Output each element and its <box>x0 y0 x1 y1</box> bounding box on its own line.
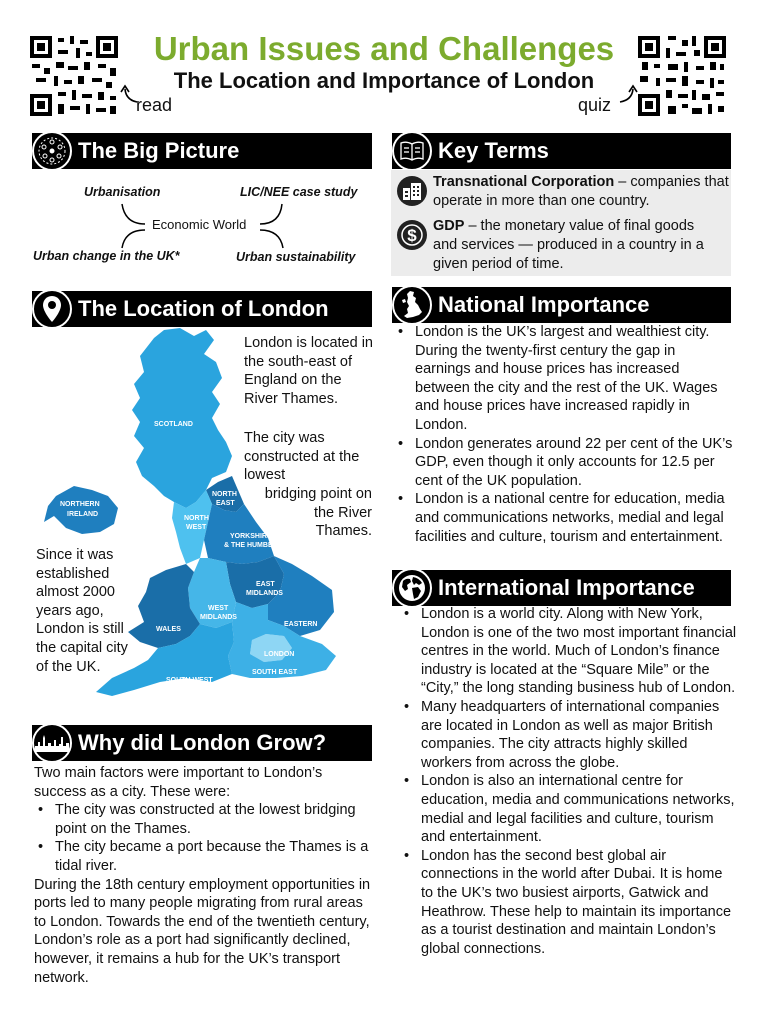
read-label: read <box>136 95 173 115</box>
bp-connectors <box>100 200 300 250</box>
bp-centre: Economic World <box>152 217 247 232</box>
grow-outro: During the 18th century employment opportunities in ports led to many people migrating from rural areas to London. Towards the end of the twentieth century, London’s role as a port had significantly declined, however, it remains a hub for the UK’s transport network. <box>34 876 371 986</box>
bp-item-urbanisation: Urbanisation <box>84 185 161 199</box>
key-term-gdp-def: – the monetary value of final goods and services — produced in a country in a given period of time. <box>433 218 704 272</box>
national-point: • London is the UK’s largest and wealthiest city. During the twenty-first century the gap in earnings and house prices has increased between the city and the rest of the UK. Wages and house prices have increased rapidly in London. <box>394 323 734 435</box>
label-east-midlands-1: EAST <box>256 581 275 588</box>
page-header <box>120 30 648 94</box>
label-north-east-2: EAST <box>216 500 235 507</box>
international-point: • Many headquarters of international companies are located in London as well as major British companies. The city attracts highly skilled workers from across the globe. <box>400 698 738 772</box>
national-point: • London is a national centre for education, media and communications networks, medial and legal facilities and culture, tourism and entertainment. <box>394 490 734 546</box>
location-heading-band <box>32 291 372 327</box>
key-terms-heading: Key Terms <box>438 138 549 163</box>
grow-intro: Two main factors were important to London’s success as a city. These were: <box>34 765 323 800</box>
globe-icon <box>392 568 432 608</box>
book-icon <box>392 131 432 171</box>
label-london: LONDON <box>264 651 295 658</box>
location-text-1: London is located in the south-east of England on the River Thames. <box>244 335 373 407</box>
label-north-east-1: NORTH <box>212 491 237 498</box>
map-region-northern-ireland <box>44 486 118 534</box>
label-north-west-1: NORTH <box>184 515 209 522</box>
map-region-wales <box>128 564 200 648</box>
label-northern-ireland-1: NORTHERN <box>60 501 100 508</box>
international-point: • London is a world city. Along with New York, London is one of the two most important financial centres in the world. Much of London’s finance industry is located at the “Square Mile” or the “City,” the long standing business hub of London. <box>400 605 738 698</box>
international-section <box>400 605 738 958</box>
international-heading-band <box>392 570 731 606</box>
label-eastern: EASTERN <box>284 621 318 628</box>
grow-point: • The city was constructed at the lowest bridging point on the Thames. <box>34 801 374 838</box>
bp-item-urban-sustainability: Urban sustainability <box>236 250 356 264</box>
grow-point: • The city became a port because the Thames is a tidal river. <box>34 838 374 875</box>
label-yorkshire-1: YORKSHIRE <box>230 533 272 540</box>
quiz-label: quiz <box>578 95 612 115</box>
uk-outline-icon <box>392 285 432 325</box>
bp-item-urban-change: Urban change in the UK* <box>33 249 180 263</box>
national-heading-band <box>392 287 731 323</box>
label-west-midlands-2: MIDLANDS <box>200 614 237 621</box>
label-west-midlands-1: WEST <box>208 605 229 612</box>
label-south-west: SOUTH WEST <box>166 677 213 684</box>
grow-heading-band <box>32 725 372 761</box>
label-northern-ireland-2: IRELAND <box>67 511 99 518</box>
location-text-3: Since it was established almost 2000 years ago, London is still the capital city of the UK. <box>36 547 128 675</box>
qr-code-quiz[interactable] <box>636 34 728 118</box>
international-heading: International Importance <box>438 575 695 600</box>
key-terms-heading-band <box>392 133 731 169</box>
key-term-tnc-def: – companies that operate in more than one country. <box>433 174 729 209</box>
page-subtitle: The Location and Importance of London <box>173 68 595 93</box>
dollar-icon <box>396 219 428 256</box>
grow-heading: Why did London Grow? <box>78 730 327 755</box>
key-term-tnc <box>433 173 729 211</box>
location-text-2b: bridging point on the River Thames. <box>264 486 372 540</box>
national-section <box>394 323 734 546</box>
location-text-2a: The city was constructed at the lowest <box>244 430 360 484</box>
label-scotland: SCOTLAND <box>154 421 193 428</box>
key-term-gdp-term: GDP <box>433 218 465 234</box>
label-wales: WALES <box>156 626 181 633</box>
bp-item-lic-nee: LIC/NEE case study <box>240 185 358 199</box>
label-south-east: SOUTH EAST <box>252 669 298 676</box>
big-picture-heading: The Big Picture <box>78 138 240 163</box>
label-yorkshire-2: & THE HUMBER <box>224 542 278 549</box>
national-heading: National Importance <box>438 292 650 317</box>
key-term-gdp <box>433 217 713 274</box>
location-pin-icon <box>32 289 72 329</box>
location-heading: The Location of London <box>78 296 329 321</box>
national-point: • London generates around 22 per cent of the UK’s GDP, even though it only accounts for 12.5 per cent of the UK population. <box>394 435 734 491</box>
skyline-icon <box>32 723 72 763</box>
svg-text:$: $ <box>407 226 417 245</box>
label-north-west-2: WEST <box>186 524 207 531</box>
label-east-midlands-2: MIDLANDS <box>246 590 283 597</box>
network-icon <box>32 131 72 171</box>
buildings-icon <box>396 175 428 207</box>
page-title: Urban Issues and Challenges <box>153 30 615 67</box>
key-term-tnc-term: Transnational Corporation <box>433 174 615 190</box>
international-point: • London has the second best global air connections in the world after Dubai. It is home to the UK’s two busiest airports, Gatwick and Heathrow. These help to maintain its importance as a tourist destination and maintain London’s global connections. <box>400 847 738 959</box>
map-region-scotland <box>132 328 232 508</box>
grow-section <box>34 764 374 987</box>
international-point: • London is also an international centre for education, media and communications networks, medial and legal facilities and culture, tourism and entertainment. <box>400 772 738 846</box>
big-picture-heading-band <box>32 133 372 169</box>
qr-code-read[interactable] <box>28 34 120 118</box>
